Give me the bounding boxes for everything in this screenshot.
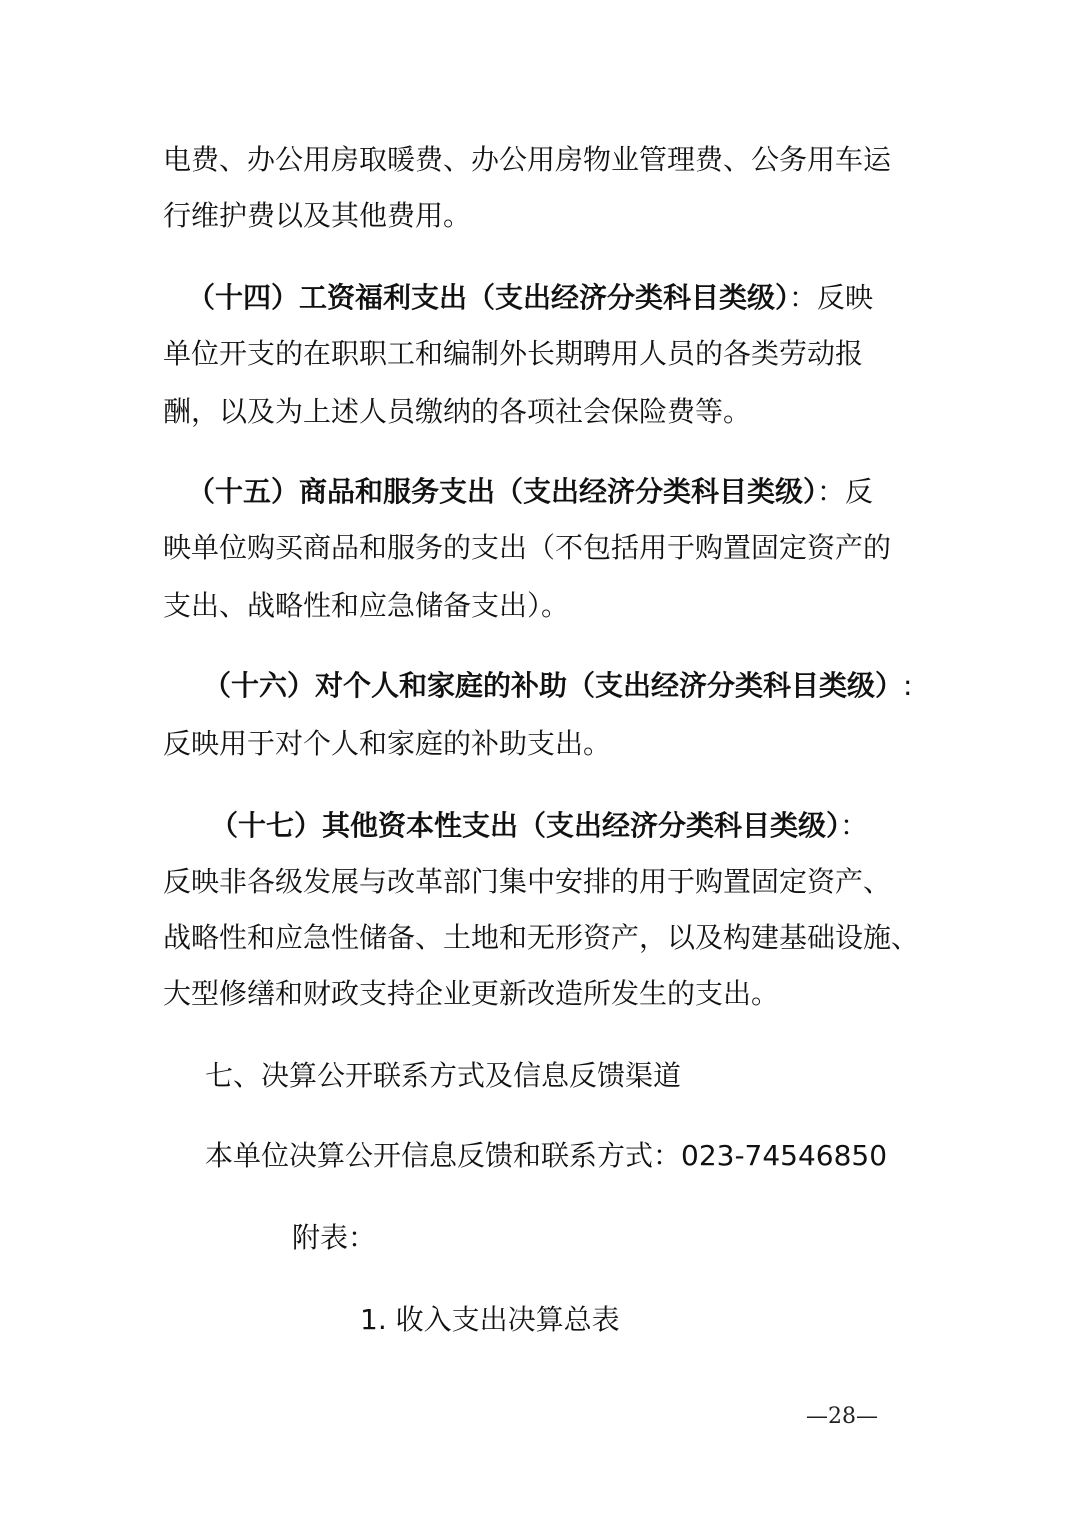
paragraph-15-line-1-rest: ：反 (817, 475, 874, 508)
paragraph-17-heading: （十七）其他资本性支出（支出经济分类科目类级） (210, 809, 841, 842)
paragraph-15-line-1 (187, 472, 873, 512)
appendix-label: 附表： (292, 1221, 377, 1254)
paragraph-13-line-1: 电费、办公用房取暖费、办公用房物业管理费、公务用车运 (163, 143, 892, 176)
paragraph-14-line-3: 酬，以及为上述人员缴纳的各项社会保险费等。 (163, 395, 752, 428)
paragraph-16-line-1 (203, 666, 912, 706)
paragraph-15-heading: （十五）商品和服务支出（支出经济分类科目类级） (187, 475, 818, 508)
paragraph-14-line-1 (187, 278, 873, 318)
paragraph-14-line-2: 单位开支的在职职工和编制外长期聘用人员的各类劳动报 (163, 337, 864, 370)
page-number: —28— (806, 1404, 878, 1429)
paragraph-15-line-3: 支出、战略性和应急储备支出）。 (163, 589, 570, 622)
contact-line: 本单位决算公开信息反馈和联系方式：023-74546850 (205, 1139, 888, 1172)
paragraph-16-line-1-rest: : (903, 669, 913, 702)
paragraph-14-line-1-rest: ：反映 (789, 281, 874, 314)
paragraph-17-line-1 (210, 806, 868, 846)
paragraph-17-line-2: 反映非各级发展与改革部门集中安排的用于购置固定资产、 (163, 865, 892, 898)
paragraph-14-heading: （十四）工资福利支出（支出经济分类科目类级） (187, 281, 790, 314)
section-7-title: 七、决算公开联系方式及信息反馈渠道 (205, 1059, 682, 1092)
paragraph-17-line-1-rest: ： (840, 809, 869, 842)
paragraph-13-line-2: 行维护费以及其他费用。 (163, 199, 472, 232)
paragraph-16-line-2: 反映用于对个人和家庭的补助支出。 (163, 727, 612, 760)
paragraph-15-line-2: 映单位购买商品和服务的支出（不包括用于购置固定资产的 (163, 531, 892, 564)
paragraph-16-heading: （十六）对个人和家庭的补助（支出经济分类科目类级） (203, 669, 904, 702)
paragraph-17-line-4: 大型修缮和财政支持企业更新改造所发生的支出。 (163, 977, 780, 1010)
paragraph-17-line-3: 战略性和应急性储备、土地和无形资产，以及构建基础设施、 (163, 921, 920, 954)
appendix-item-1: 1. 收入支出决算总表 (360, 1303, 620, 1336)
